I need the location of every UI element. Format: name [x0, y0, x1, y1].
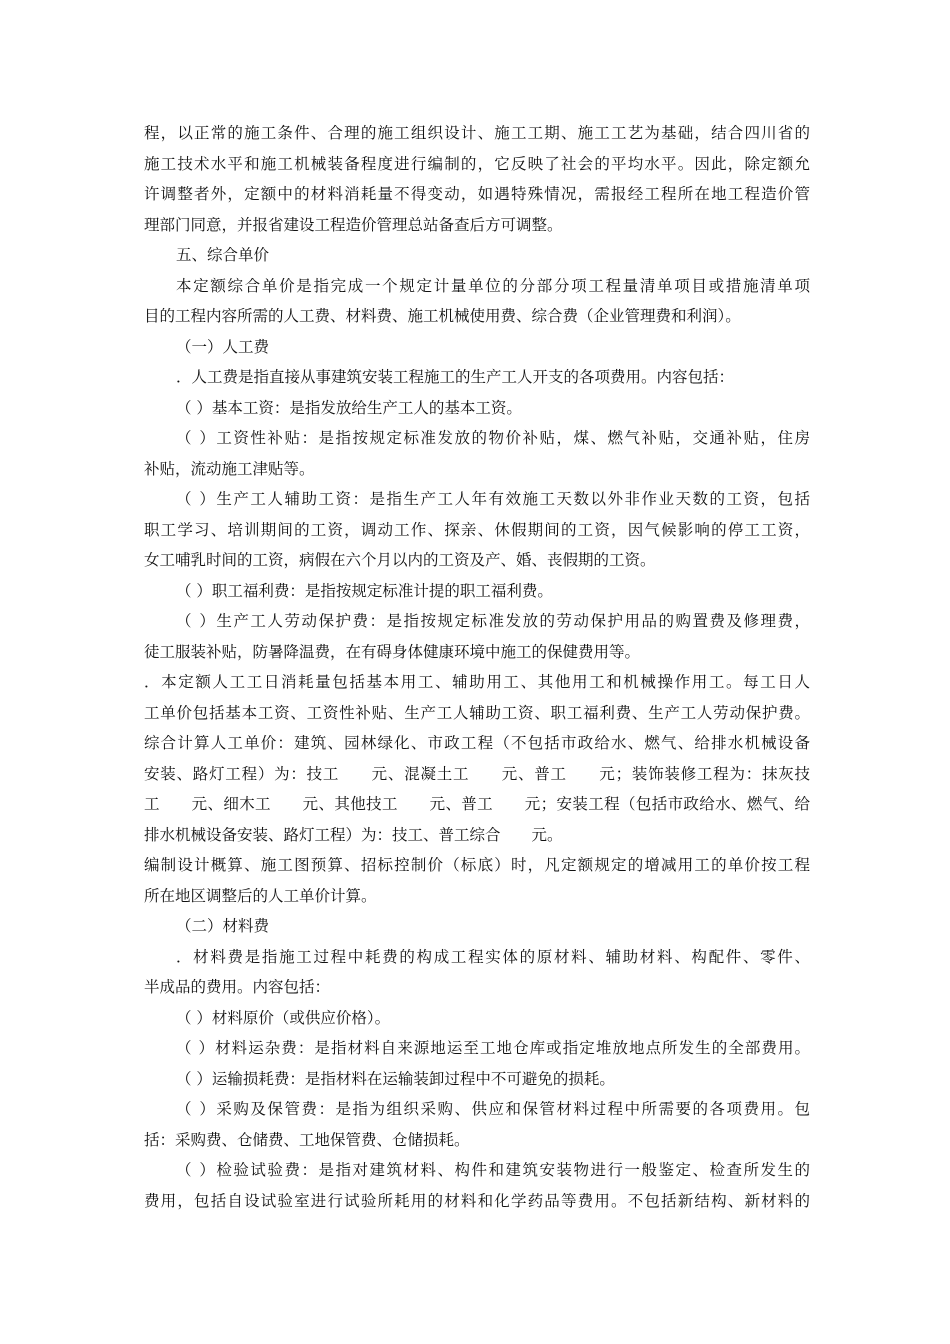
text-line: （ ）工资性补贴：是指按规定标准发放的物价补贴，煤、燃气补贴，交通补贴，住房 — [176, 429, 810, 447]
text-line: （ ）检验试验费：是指对建筑材料、构件和建筑安装物进行一般鉴定、检查所发生的 — [176, 1161, 810, 1179]
text-line: （ ）材料运杂费：是指材料自来源地运至工地仓库或指定堆放地点所发生的全部费用。 — [176, 1039, 810, 1057]
text-line: （ ）生产工人辅助工资：是指生产工人年有效施工天数以外非作业天数的工资，包括 — [176, 490, 810, 508]
text-line: （一）人工费 — [176, 337, 270, 356]
text-line: 半成品的费用。内容包括： — [144, 978, 331, 996]
text-line: （ ）采购及保管费：是指为组织采购、供应和保管材料过程中所需要的各项费用。包 — [176, 1100, 810, 1118]
text-line: 排水机械设备安装、路灯工程）为：技工、普工综合 元。 — [144, 825, 563, 844]
text-line: （ ）生产工人劳动保护费：是指按规定标准发放的劳动保护用品的购置费及修理费， — [176, 612, 810, 630]
text-line: 本定额综合单价是指完成一个规定计量单位的分部分项工程量清单项目或措施清单项 — [176, 276, 810, 295]
text-line: 工单价包括基本工资、工资性补贴、生产工人辅助工资、职工福利费、生产工人劳动保护费。 — [144, 703, 810, 722]
text-line: 施工技术水平和施工机械装备程度进行编制的，它反映了社会的平均水平。因此，除定额允 — [144, 154, 810, 173]
text-line: 工 元、细木工 元、其他技工 元、普工 元；安装工程（包括市政给水、燃气、给 — [144, 795, 810, 813]
text-line: ．材料费是指施工过程中耗费的构成工程实体的原材料、辅助材料、构配件、零件、 — [176, 947, 810, 966]
text-line: ．人工费是指直接从事建筑安装工程施工的生产工人开支的各项费用。内容包括： — [176, 368, 735, 386]
text-line: （ ）基本工资：是指发放给生产工人的基本工资。 — [176, 398, 522, 417]
text-line: 补贴，流动施工津贴等。 — [144, 459, 315, 478]
text-line: 括：采购费、仓储费、工地保管费、仓储损耗。 — [144, 1130, 470, 1149]
text-line: （ ）材料原价（或供应价格）。 — [176, 1008, 391, 1027]
text-line: 目的工程内容所需的人工费、材料费、施工机械使用费、综合费（企业管理费和利润）。 — [144, 307, 741, 325]
document-page — [144, 118, 810, 1216]
text-line: 程，以正常的施工条件、合理的施工组织设计、施工工期、施工工艺为基础，结合四川省的 — [144, 124, 810, 142]
text-line: 费用，包括自设试验室进行试验所耗用的材料和化学药品等费用。不包括新结构、新材料的 — [144, 1191, 810, 1210]
text-line: 女工哺乳时间的工资，病假在六个月以内的工资及产、婚、丧假期的工资。 — [144, 551, 656, 569]
text-line: 安装、路灯工程）为：技工 元、混凝土工 元、普工 元；装饰装修工程为：抹灰技 — [144, 764, 810, 783]
text-line: 徒工服装补贴，防暑降温费，在有碍身体健康环境中施工的保健费用等。 — [144, 642, 641, 661]
text-line: 许调整者外，定额中的材料消耗量不得变动，如遇特殊情况，需报经工程所在地工程造价管 — [144, 185, 810, 203]
text-line: ．本定额人工工日消耗量包括基本用工、辅助用工、其他用工和机械操作用工。每工日人 — [144, 673, 810, 691]
text-line: （ ）运输损耗费：是指材料在运输装卸过程中不可避免的损耗。 — [176, 1069, 615, 1088]
text-line: 五、综合单价 — [176, 246, 270, 264]
text-line: 职工学习、培训期间的工资，调动工作、探亲、休假期间的工资，因气候影响的停工工资， — [144, 520, 810, 539]
text-line: 所在地区调整后的人工单价计算。 — [144, 886, 377, 905]
text-line: 理部门同意，并报省建设工程造价管理总站备查后方可调整。 — [144, 215, 563, 234]
text-line: （ ）职工福利费：是指按规定标准计提的职工福利费。 — [176, 581, 553, 600]
text-line: （二）材料费 — [176, 917, 270, 935]
text-line: 编制设计概算、施工图预算、招标控制价（标底）时，凡定额规定的增减用工的单价按工程 — [144, 856, 810, 874]
text-line: 综合计算人工单价：建筑、园林绿化、市政工程（不包括市政给水、燃气、给排水机械设备 — [144, 734, 810, 752]
